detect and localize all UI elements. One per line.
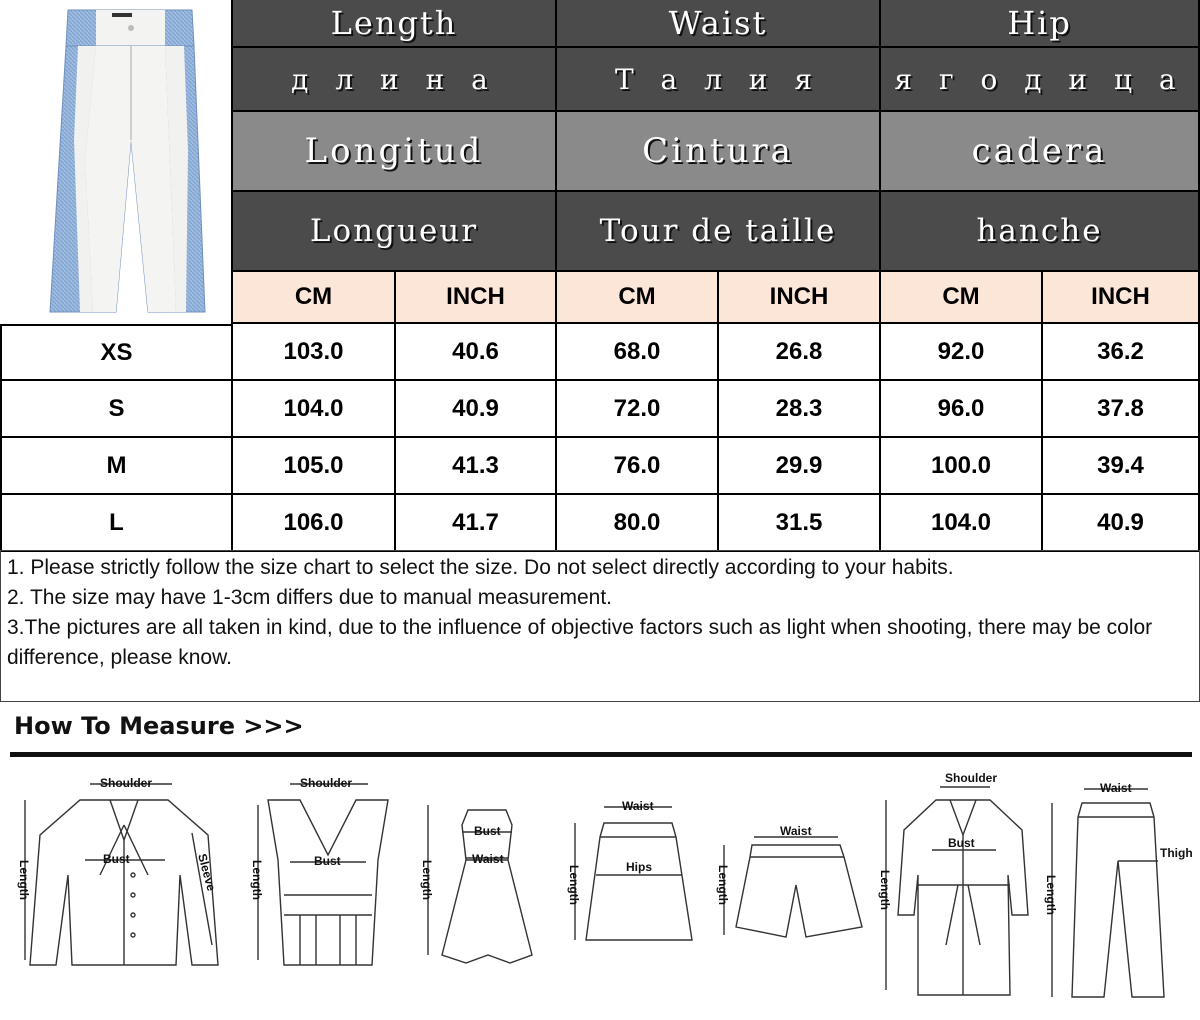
header-cell-r3-c3: cadera xyxy=(881,112,1200,192)
unit-header-3: CM xyxy=(557,272,719,324)
shorts-diagram xyxy=(724,837,862,937)
header-cell-r3-c2: Cintura xyxy=(557,112,881,192)
table-cell-xs-1: 103.0 xyxy=(233,324,396,381)
label-sleeve: Sleeve xyxy=(195,852,219,893)
table-cell-l-2: 41.7 xyxy=(396,495,557,552)
coat-diagram xyxy=(886,787,1028,995)
unit-header-2: INCH xyxy=(396,272,557,324)
table-cell-s-2: 40.9 xyxy=(396,381,557,438)
label-bust-2: Bust xyxy=(314,854,341,868)
header-cell-r2-c2: Т а л и я xyxy=(557,48,881,112)
label-waist-5: Waist xyxy=(780,824,812,838)
table-cell-m-6: 39.4 xyxy=(1043,438,1200,495)
label-length-1: Length xyxy=(17,860,31,900)
header-cell-r4-c3: hanche xyxy=(881,192,1200,272)
table-cell-m-1: 105.0 xyxy=(233,438,396,495)
label-thigh: Thigh xyxy=(1160,846,1193,860)
note-3: 3.The pictures are all taken in kind, due to the influence of objective factors such as light when shooting, there may be color difference, please know. xyxy=(7,616,1153,669)
label-bust-3: Bust xyxy=(474,824,501,838)
table-cell-s-4: 28.3 xyxy=(719,381,881,438)
label-length-5: Length xyxy=(716,865,730,905)
label-hips: Hips xyxy=(626,860,653,874)
label-shoulder-2: Shoulder xyxy=(300,776,353,790)
unit-header-4: INCH xyxy=(719,272,881,324)
unit-header-6: INCH xyxy=(1043,272,1200,324)
table-cell-s-6: 37.8 xyxy=(1043,381,1200,438)
notes-box xyxy=(0,550,1200,702)
label-shoulder-1: Shoulder xyxy=(100,776,153,790)
unit-header-5: CM xyxy=(881,272,1043,324)
label-length-7: Length xyxy=(1044,875,1058,915)
measurement-diagrams xyxy=(0,765,1200,1015)
header-cell-r4-c1: Longueur xyxy=(233,192,557,272)
label-waist-4: Waist xyxy=(622,799,654,813)
label-shoulder-6: Shoulder xyxy=(945,771,998,785)
jeans-diagram xyxy=(1052,789,1164,997)
header-cell-r2-c3: я г о д и ц а xyxy=(881,48,1200,112)
header-cell-r1-c3: Hip xyxy=(881,0,1200,48)
tank-diagram xyxy=(258,784,388,965)
table-cell-xs-2: 40.6 xyxy=(396,324,557,381)
table-cell-m-3: 76.0 xyxy=(557,438,719,495)
size-label-xs: XS xyxy=(0,324,233,381)
header-cell-r4-c2: Tour de taille xyxy=(557,192,881,272)
table-cell-l-6: 40.9 xyxy=(1043,495,1200,552)
size-label-s: S xyxy=(0,381,233,438)
label-length-6: Length xyxy=(878,870,892,910)
how-to-measure-title: How To Measure >>> xyxy=(14,712,304,740)
table-cell-m-2: 41.3 xyxy=(396,438,557,495)
label-bust-6: Bust xyxy=(948,836,975,850)
label-length-4: Length xyxy=(567,865,581,905)
size-label-l: L xyxy=(0,495,233,552)
table-cell-l-4: 31.5 xyxy=(719,495,881,552)
table-cell-l-3: 80.0 xyxy=(557,495,719,552)
label-length-3: Length xyxy=(420,860,434,900)
label-waist-7: Waist xyxy=(1100,781,1132,795)
table-cell-m-5: 100.0 xyxy=(881,438,1043,495)
table-cell-xs-3: 68.0 xyxy=(557,324,719,381)
header-cell-r2-c1: д л и н а xyxy=(233,48,557,112)
unit-header-1: CM xyxy=(233,272,396,324)
table-cell-m-4: 29.9 xyxy=(719,438,881,495)
note-1: 1. Please strictly follow the size chart to select the size. Do not select directly according to your habits. xyxy=(7,556,954,579)
size-label-m: M xyxy=(0,438,233,495)
blouse-diagram xyxy=(25,784,218,965)
product-image-jeans xyxy=(0,0,233,324)
table-cell-s-3: 72.0 xyxy=(557,381,719,438)
note-2: 2. The size may have 1-3cm differs due to manual measurement. xyxy=(7,586,613,609)
table-cell-l-5: 104.0 xyxy=(881,495,1043,552)
label-waist-3: Waist xyxy=(472,852,504,866)
header-cell-r1-c2: Waist xyxy=(557,0,881,48)
table-cell-l-1: 106.0 xyxy=(233,495,396,552)
header-cell-r1-c1: Length xyxy=(233,0,557,48)
jeans-illustration xyxy=(0,0,231,324)
table-cell-s-1: 104.0 xyxy=(233,381,396,438)
table-cell-xs-6: 36.2 xyxy=(1043,324,1200,381)
header-cell-r3-c1: Longitud xyxy=(233,112,557,192)
table-cell-xs-4: 26.8 xyxy=(719,324,881,381)
table-cell-s-5: 96.0 xyxy=(881,381,1043,438)
divider xyxy=(10,752,1192,757)
label-length-2: Length xyxy=(250,860,264,900)
table-cell-xs-5: 92.0 xyxy=(881,324,1043,381)
label-bust-1: Bust xyxy=(103,852,130,866)
